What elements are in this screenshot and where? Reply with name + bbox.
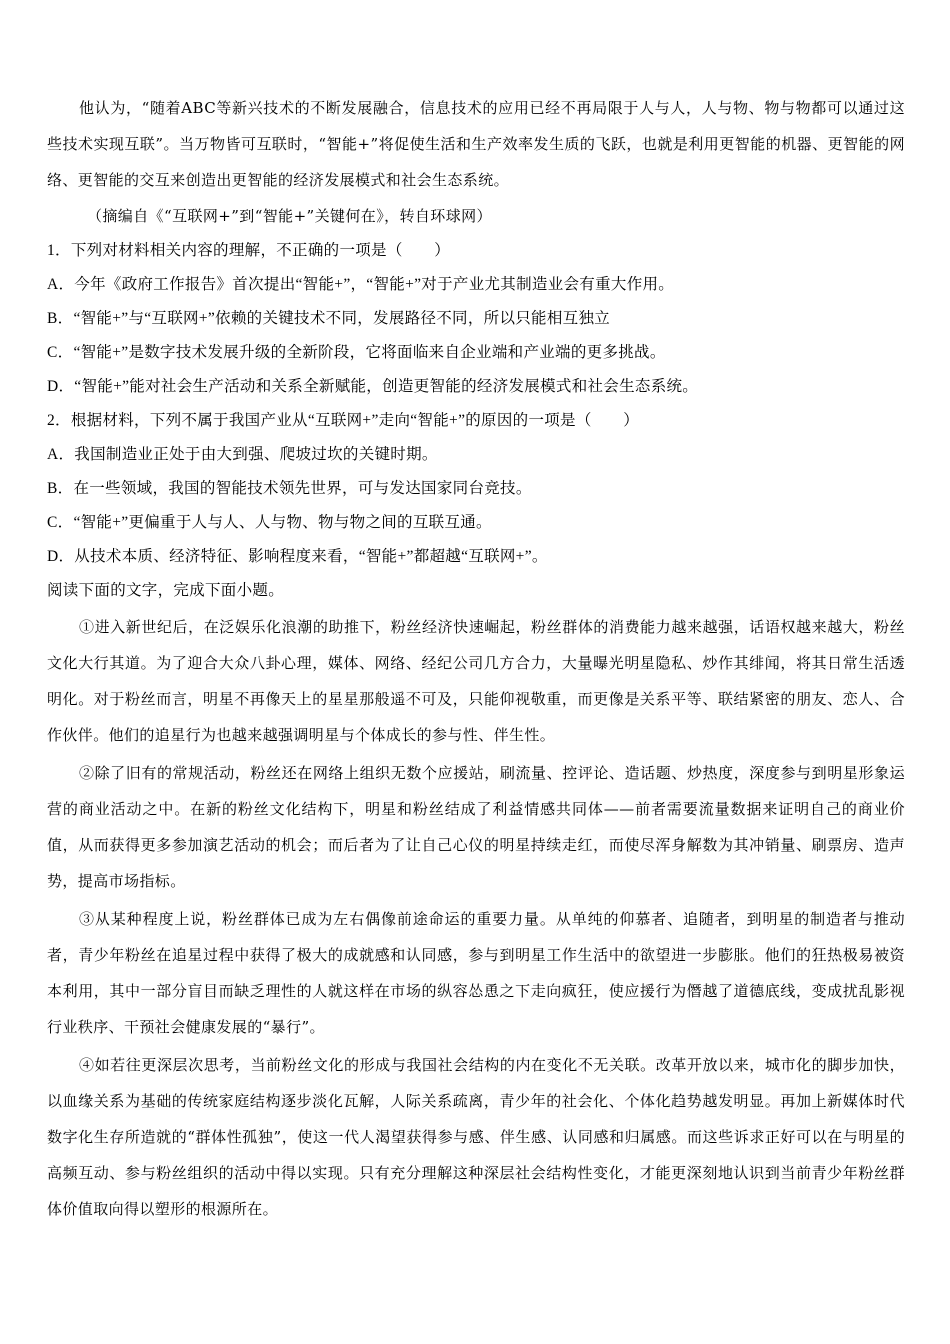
question-1-stem: 1．下列对材料相关内容的理解，不正确的一项是（ ）	[47, 242, 451, 259]
question-1-option-d: D．“智能+”能对社会生产活动和关系全新赋能，创造更智能的经济发展模式和社会生态系统。	[47, 378, 699, 395]
reading-instruction: 阅读下面的文字，完成下面小题。	[47, 582, 285, 599]
passage-paragraph-2: ②除了旧有的常规活动，粉丝还在网络上组织无数个应援站，刷流量、控评论、造话题、炒热度，深度参与到明星形象运营的商业活动之中。在新的粉丝文化结构下，明星和粉丝结成了利益情感共同体——前者需要流量数据来证明自己的商业价值，从而获得更多参加演艺活动的机会；而后者为了让自己心仪的明星持续走红，而使尽浑身解数为其冲销量、刷票房、造声势，提高市场指标。	[47, 764, 905, 890]
exam-page	[47, 90, 905, 1227]
question-1-option-b: B．“智能+”与“互联网+”依赖的关键技术不同，发展路径不同，所以只能相互独立	[47, 310, 611, 327]
question-2-option-d: D．从技术本质、经济特征、影响程度来看，“智能+”都超越“互联网+”。	[47, 548, 548, 565]
question-1-option-a: A．今年《政府工作报告》首次提出“智能+”，“智能+”对于产业尤其制造业会有重大作用。	[47, 276, 675, 293]
question-2-stem: 2．根据材料，下列不属于我国产业从“互联网+”走向“智能+”的原因的一项是（ ）	[47, 412, 640, 429]
question-2-option-a: A．我国制造业正处于由大到强、爬坡过坎的关键时期。	[47, 446, 438, 463]
source-citation: （摘编自《“互联网+”到“智能+”关键何在》，转自环球网）	[87, 207, 492, 225]
question-2-option-c: C．“智能+”更偏重于人与人、人与物、物与物之间的互联互通。	[47, 514, 492, 531]
question-2	[47, 404, 905, 574]
passage-paragraph-3: ③从某种程度上说，粉丝群体已成为左右偶像前途命运的重要力量。从单纯的仰慕者、追随者，到明星的制造者与推动者，青少年粉丝在追星过程中获得了极大的成就感和认同感，参与到明星工作生活中的欲望进一步膨胀。他们的狂热极易被资本利用，其中一部分盲目而缺乏理性的人就这样在市场的纵容怂恿之下走向疯狂，使应援行为僭越了道德底线，变成扰乱影视行业秩序、干预社会健康发展的“暴行”。	[47, 910, 905, 1036]
reading-passage	[47, 609, 905, 1227]
passage-paragraph-4: ④如若往更深层次思考，当前粉丝文化的形成与我国社会结构的内在变化不无关联。改革开放以来，城市化的脚步加快，以血缘关系为基础的传统家庭结构逐步淡化瓦解，人际关系疏离，青少年的社会化、个体化趋势越发明显。再加上新媒体时代数字化生存所造就的“群体性孤独”，使这一代人渴望获得参与感、伴生感、认同感和归属感。而这些诉求正好可以在与明星的高频互动、参与粉丝组织的活动中得以实现。只有充分理解这种深层社会结构性变化，才能更深刻地认识到当前青少年粉丝群体价值取向得以塑形的根源所在。	[47, 1056, 905, 1218]
material-closing-paragraph: 他认为，“随着ABC等新兴技术的不断发展融合，信息技术的应用已经不再局限于人与人，人与物、物与物都可以通过这些技术实现互联”。当万物皆可互联时，“智能+”将促使生活和生产效率发生质的飞跃，也就是利用更智能的机器、更智能的网络、更智能的交互来创造出更智能的经济发展模式和社会生态系统。	[47, 99, 905, 189]
question-1	[47, 234, 905, 404]
passage-paragraph-1: ①进入新世纪后，在泛娱乐化浪潮的助推下，粉丝经济快速崛起，粉丝群体的消费能力越来越强，话语权越来越大，粉丝文化大行其道。为了迎合大众八卦心理，媒体、网络、经纪公司几方合力，大量曝光明星隐私、炒作其绯闻，将其日常生活透明化。对于粉丝而言，明星不再像天上的星星那般遥不可及，只能仰视敬重，而更像是关系平等、联结紧密的朋友、恋人、合作伙伴。他们的追星行为也越来越强调明星与个体成长的参与性、伴生性。	[47, 618, 905, 744]
question-1-option-c: C．“智能+”是数字技术发展升级的全新阶段，它将面临来自企业端和产业端的更多挑战。	[47, 344, 666, 361]
question-2-option-b: B．在一些领域，我国的智能技术领先世界，可与发达国家同台竞技。	[47, 480, 532, 497]
